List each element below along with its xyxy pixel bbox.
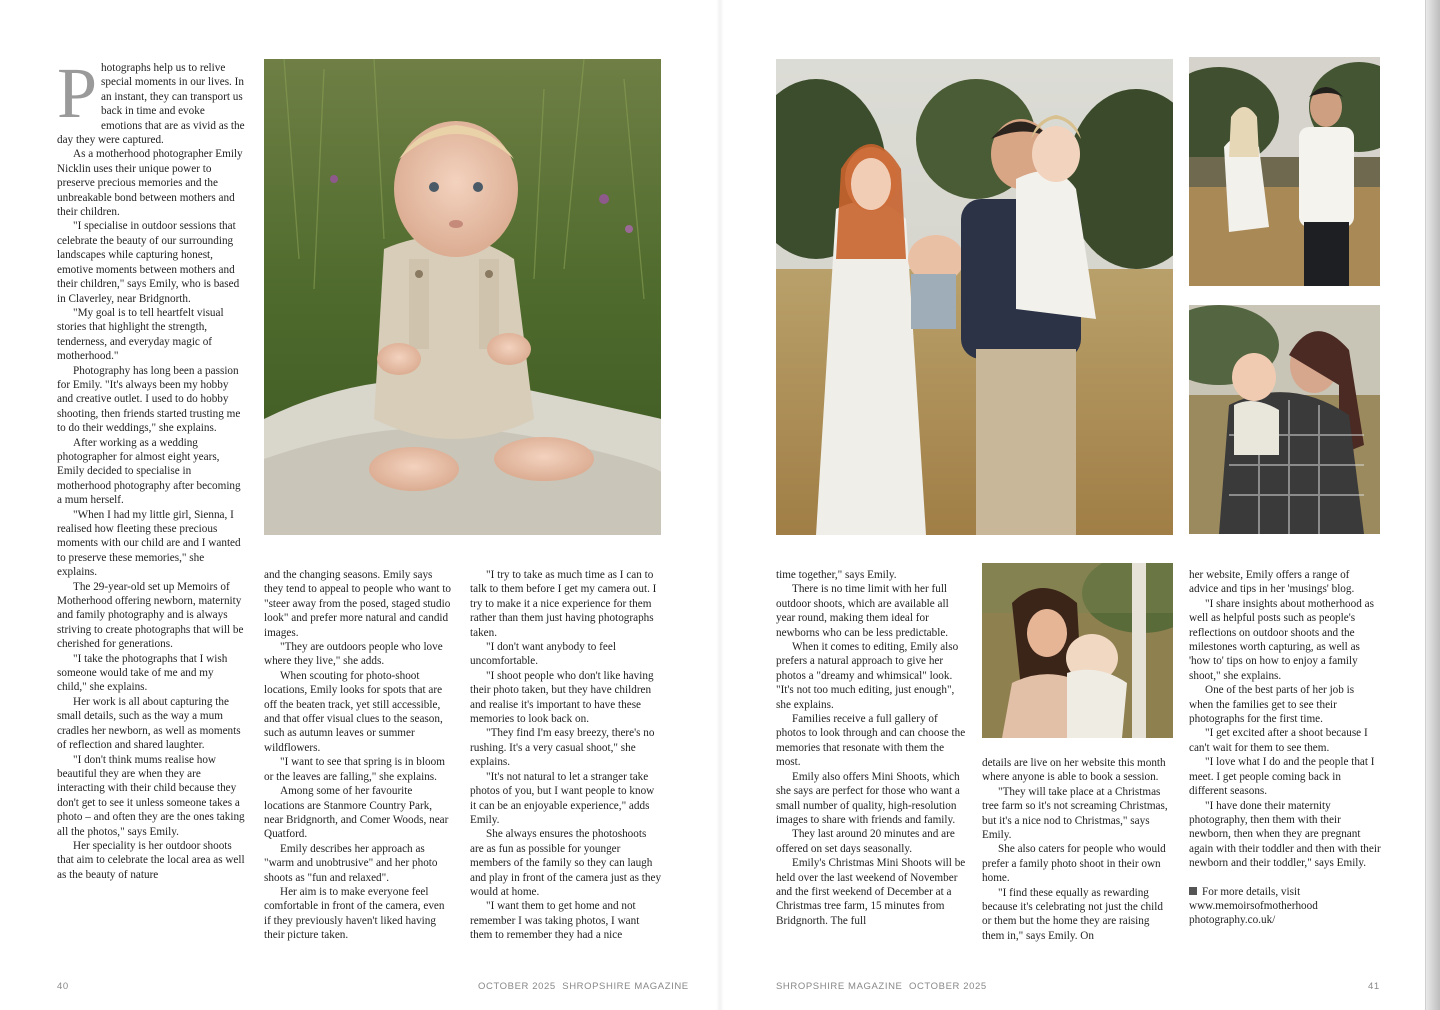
- paragraph: her website, Emily offers a range of advice and tips in her 'musings' blog.: [1189, 569, 1355, 596]
- paragraph: "It's not natural to let a stranger take photos of you, but I want people to know it can be an enjoyable experience," adds Emily.: [470, 770, 655, 826]
- paragraph: Her speciality is her outdoor shoots that aim to celebrate the local area as well as the beauty of nature: [57, 839, 245, 881]
- footer-right-info: [776, 981, 987, 992]
- photo-woman-with-baby-by-tree: [982, 563, 1173, 738]
- paragraph: Families receive a full gallery of photos to look through and can choose the memories that resonate with them the most.: [776, 713, 966, 769]
- photo-woman-baby-tree-image: [982, 563, 1173, 738]
- photo-maternity-couple: [1189, 57, 1380, 286]
- paragraph: She always ensures the photoshoots are as fun as possible for younger members of the family so they can laugh and play in front of the camera just as they would at home.: [470, 828, 662, 898]
- paragraph: One of the best parts of her job is when the families get to see their photographs for the first time.: [1189, 684, 1355, 726]
- page-number-right: 41: [1368, 981, 1380, 992]
- photo-baby-on-blanket: [264, 59, 661, 535]
- paragraph: She also caters for people who would prefer a family photo shoot in their own home.: [982, 843, 1166, 885]
- footer-date: OCTOBER 2025: [478, 981, 556, 992]
- photo-family-in-field: [776, 59, 1173, 535]
- paragraph: Emily's Christmas Mini Shoots will be held over the last weekend of November and the first weekend of December at a Christmas tree farm, 15 minutes from Bridgnorth. The full: [776, 857, 966, 927]
- paragraph: "When I had my little girl, Sienna, I realised how fleeting these precious moments with our child are and I wanted to preserve these memories," she explains.: [57, 508, 241, 579]
- paragraph: "I love what I do and the people that I meet. I get people coming back in different seasons.: [1189, 756, 1375, 798]
- page-number-left: 40: [57, 981, 69, 992]
- paragraph: "I share insights about motherhood as well as helpful posts such as people's reflections on outdoor shoots and the milestones worth capturing, as well as 'how to' tips on how to enjoy a family shoot," she explains.: [1189, 597, 1374, 682]
- paragraph: When it comes to editing, Emily also prefers a natural approach to give her photos a "dreamy and whimsical" look. "It's not too much editing, just enough", she explains.: [776, 641, 959, 711]
- paragraph: details are live on her website this month where anyone is able to book a session.: [982, 757, 1166, 784]
- paragraph: "I don't want anybody to feel uncomfortable.: [470, 641, 616, 668]
- paragraph: time together," says Emily.: [776, 569, 897, 581]
- paragraph: "I have done their maternity photography, then them with their newborn, then when they are pregnant again with their toddler and then with their newborn and their toddler," says Emily.: [1189, 799, 1381, 870]
- bullet-square-icon: [1189, 887, 1197, 895]
- paragraph: "They find I'm easy breezy, there's no rushing. It's a very casual shoot," she explains.: [470, 727, 655, 769]
- drop-cap: P: [57, 53, 98, 133]
- website-link[interactable]: www.memoirsofmotherhood photography.co.uk/: [1189, 899, 1318, 927]
- paragraph: They last around 20 minutes and are offered on set days seasonally.: [776, 828, 955, 855]
- right-col-3: [1189, 568, 1381, 928]
- paragraph: Photography has long been a passion for Emily. "It's always been my hobby and creative outlet. I used to do hobby shooting, then friends started trusting me to do their weddings," she explains.: [57, 364, 241, 435]
- lead-paragraph: hotographs help us to relive special moments in our lives. In an instant, they can transport us back in time and evoke emotions that are as vivid as the day they were captured.: [57, 62, 245, 147]
- paragraph: Her work is all about capturing the small details, such as the way a mum cradles her newborn, as well as moments of reflection and shared laughter.: [57, 695, 241, 752]
- photo-mother-holding-baby: [1189, 305, 1380, 534]
- footer-date: OCTOBER 2025: [908, 981, 987, 992]
- paragraph: "I don't think mums realise how beautiful they are when they are interacting with their child because they don't get to see it unless someone takes a photo – and often they are the ones taking all the photos," says Emily.: [57, 753, 245, 838]
- left-col-1-body: [57, 147, 245, 882]
- paragraph: The 29-year-old set up Memoirs of Motherhood offering newborn, maternity and family photography and is always striving to create photographs that will be cherished for generations.: [57, 580, 244, 651]
- more-details-label: For more details, visit: [1202, 885, 1301, 898]
- paragraph: "I want to see that spring is in bloom or the leaves are falling," she explains.: [264, 756, 445, 783]
- paragraph: "I specialise in outdoor sessions that celebrate the beauty of our surrounding landscapes while capturing honest, emotive moments between mothers and their children," says Emily, who is based in Claverley, near Bridgnorth.: [57, 220, 240, 305]
- paragraph: Among some of her favourite locations are Stanmore Country Park, near Bridgnorth, and Comer Woods, near Quatford.: [264, 785, 449, 841]
- footer-left-info: [478, 981, 689, 992]
- paragraph: "I find these equally as rewarding because it's celebrating not just the child or them but the home they are raising them in," says Emily. On: [982, 886, 1163, 942]
- paragraph: Emily also offers Mini Shoots, which she says are perfect for those who want a small number of quality, high-resolution images to share with friends and family.: [776, 770, 960, 826]
- paragraph: "I get excited after a shoot because I can't wait for them to see them.: [1189, 727, 1368, 754]
- paragraph: and the changing seasons. Emily says they tend to appeal to people who want to "steer away from the posed, staged studio look" and prefer more natural and candid images.: [264, 569, 452, 639]
- paragraph: "They are outdoors people who love where they live," she adds.: [264, 641, 443, 668]
- paragraph: As a motherhood photographer Emily Nicklin uses their unique power to preserve precious memories and the unbreakable bond between mothers and their children.: [57, 148, 243, 219]
- paragraph: When scouting for photo-shoot locations, Emily looks for spots that are off the beaten track, yet still accessible, and that offer visual clues to the season, such as autumn leaves or summer wildflowers.: [264, 669, 443, 754]
- paragraph: "I take the photographs that I wish someone would take of me and my child," she explains.: [57, 652, 228, 694]
- paragraph: There is no time limit with her full outdoor shoots, which are available all year round, making them ideal for newborns who can be less predictable.: [776, 583, 949, 639]
- left-col-1: [57, 53, 245, 882]
- paragraph: "I shoot people who don't like having their photo taken, but they have children and realise it's important to have these memories to look back on.: [470, 669, 654, 726]
- paragraph: "They will take place at a Christmas tree farm so it's not screaming Christmas, but it's a nice nod to Christmas," says Emily.: [982, 785, 1168, 842]
- paragraph: "I try to take as much time as I can to talk to them before I get my camera out. I try to make it a nice experience for them rather than them just having photographs taken.: [470, 569, 657, 639]
- left-col-3: [470, 568, 662, 943]
- footer-magazine: SHROPSHIRE MAGAZINE: [562, 981, 689, 992]
- footer-magazine: SHROPSHIRE MAGAZINE: [776, 981, 903, 992]
- page-edge: [1425, 0, 1440, 1010]
- page-gutter: [716, 0, 724, 1010]
- more-details: [1189, 885, 1381, 928]
- right-col-1: [776, 568, 968, 928]
- photo-baby-image: [264, 59, 661, 535]
- right-col-2: [982, 756, 1174, 943]
- paragraph: After working as a wedding photographer for almost eight years, Emily decided to specialise in motherhood photography after becoming a mum herself.: [57, 436, 241, 507]
- paragraph: "My goal is to tell heartfelt visual stories that highlight the strength, tenderness, and everyday magic of motherhood.": [57, 306, 224, 363]
- paragraph: "I want them to get home and not remember I was taking photos, I want them to remember they had a nice: [470, 900, 640, 942]
- paragraph: Emily describes her approach as "warm and unobtrusive" and her photo shoots as "fun and relaxed".: [264, 842, 438, 884]
- photo-family-image: [776, 59, 1173, 535]
- left-col-2: [264, 568, 454, 943]
- photo-maternity-image: [1189, 57, 1380, 286]
- paragraph: Her aim is to make everyone feel comfortable in front of the camera, even if they previously haven't liked having their picture taken.: [264, 885, 445, 942]
- photo-mother-baby-image: [1189, 305, 1380, 534]
